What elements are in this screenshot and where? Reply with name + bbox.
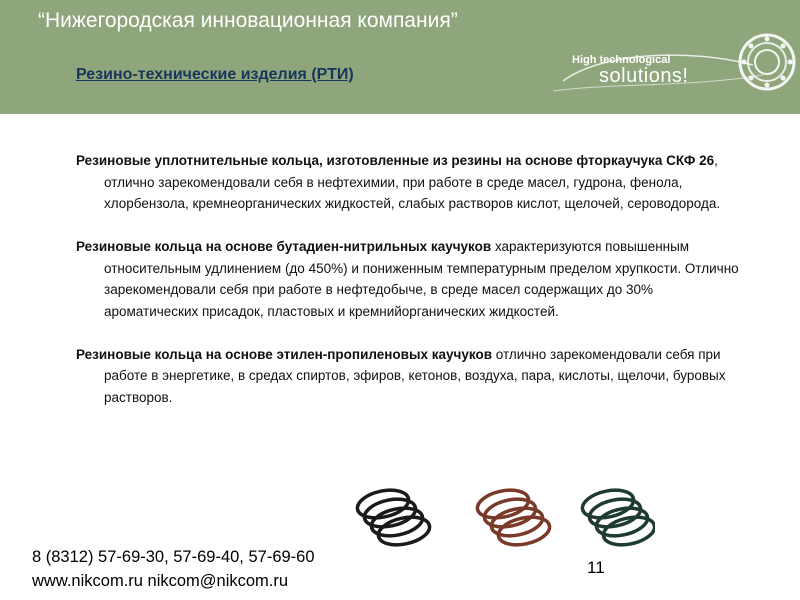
o-rings-photo [335, 476, 655, 556]
hts-logo [543, 31, 800, 101]
body-text [76, 150, 748, 430]
website-email: www.nikcom.ru nikcom@nikcom.ru [32, 572, 289, 590]
slide-subtitle: Резино-технические изделия (РТИ) [76, 66, 354, 83]
logo-text-line2: solutions! [599, 65, 689, 87]
contact-block [32, 545, 315, 593]
paragraph-bold: Резиновые кольца на основе этилен-пропиленовых каучуков [76, 346, 493, 362]
paragraph-bold: Резиновые уплотнительные кольца, изготовленные из резины на основе фторкаучука СКФ 26 [76, 153, 715, 168]
company-name: “Нижегородская инновационная компания” [38, 9, 458, 32]
logo-text-line1: High technological [572, 54, 671, 66]
phone-numbers: 8 (8312) 57-69-30, 57-69-40, 57-69-60 [32, 548, 315, 566]
dark-green-o-rings [580, 486, 655, 549]
header-band [0, 0, 800, 114]
paragraph-text: , отлично зарекомендовали себя в нефтехимии, при работе в среде масел, гудрона, фенола, хлорбензола, кремнеорганических жидкостей, слабых растворов кислот, щелочей, сероводорода. [104, 153, 721, 211]
paragraph-text: характеризуются повышенным относительным удлинением (до 450%) и пониженным температурным пределом хрупкости. Отлично зарекомендовали себя при работе в нефтедобыче, в среде масел содержащих до 30% ароматических присадок, пластовых и кремнийорганических жидкостей. [104, 239, 739, 319]
paragraph-epdm-rings [76, 344, 748, 409]
paragraph-nbr-rings [76, 236, 748, 322]
black-o-rings [355, 486, 432, 549]
bearing-ring-icon [736, 31, 798, 93]
paragraph-fkm-rings [76, 150, 748, 215]
paragraph-bold: Резиновые кольца на основе бутадиен-нитрильных каучуков [76, 239, 492, 254]
page-number: 11 [587, 558, 605, 577]
brown-o-rings [475, 486, 552, 549]
paragraph-text: отлично зарекомендовали себя при работе в энергетике, в средах спиртов, эфиров, кетонов, воздуха, пара, кислоты, щелочи, буровых растворов. [104, 346, 726, 405]
